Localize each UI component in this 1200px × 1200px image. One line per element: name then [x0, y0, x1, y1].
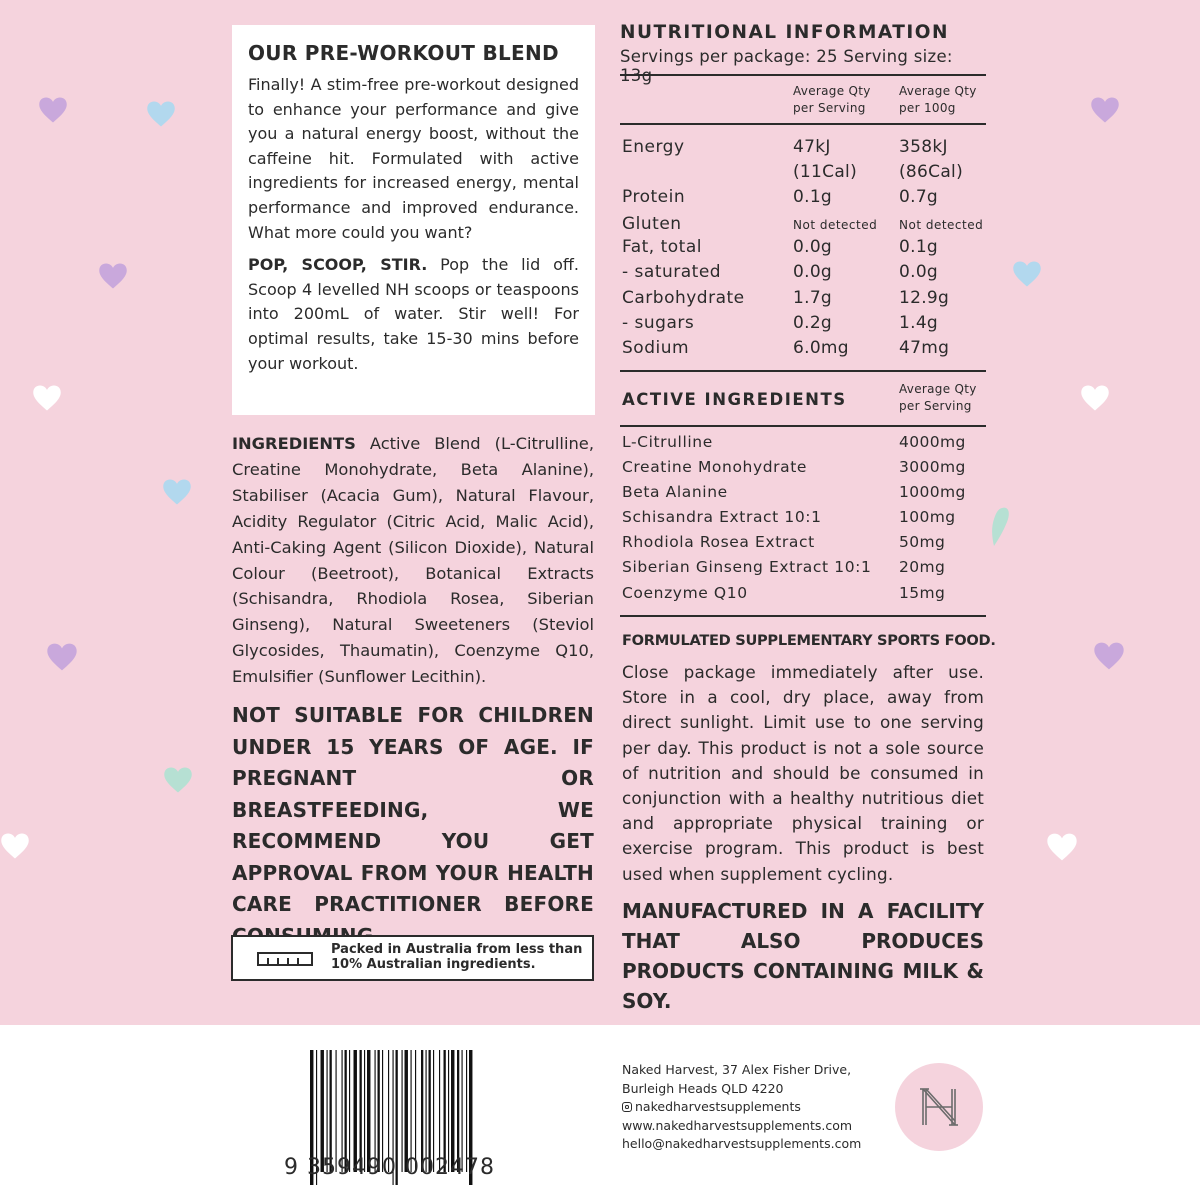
email-link[interactable]: hello@nakedharvestsupplements.com: [622, 1136, 862, 1152]
divider: [620, 615, 986, 617]
per-100g-value: 12.9g: [899, 288, 950, 308]
per-serving-value: 0.1g: [793, 187, 833, 207]
instagram-handle[interactable]: nakedharvestsupplements: [635, 1099, 801, 1115]
divider: [620, 74, 986, 76]
active-ingredient-label: Schisandra Extract 10:1: [622, 508, 822, 526]
naked-harvest-nh-logo-icon: [895, 1063, 983, 1151]
australian-content-bar-icon: [257, 952, 313, 966]
heart-icon: [32, 384, 62, 412]
per-100g-value: 358kJ: [899, 137, 948, 157]
country-of-origin-label: [231, 935, 594, 981]
heart-icon: [162, 478, 192, 506]
per-serving-value: 0.2g: [793, 313, 833, 333]
heart-icon: [38, 96, 68, 124]
per-100g-value: 1.4g: [899, 313, 939, 333]
active-ingredient-value: 4000mg: [899, 433, 966, 451]
active-ingredient-label: Rhodiola Rosea Extract: [622, 533, 815, 551]
nutrient-label: Gluten: [622, 214, 682, 234]
per-100g-value: Not detected: [899, 218, 984, 232]
active-ingredient-label: Siberian Ginseng Extract 10:1: [622, 558, 872, 576]
ingredients-list: [232, 431, 594, 690]
per-100g-value: 47mg: [899, 338, 950, 358]
heart-icon: [1090, 96, 1120, 124]
nutrient-label: Carbohydrate: [622, 288, 745, 308]
per-serving-value: (11Cal): [793, 162, 858, 182]
per-serving-value: 1.7g: [793, 288, 833, 308]
address-line-1: Naked Harvest, 37 Alex Fisher Drive,: [622, 1062, 852, 1077]
blend-paragraph: Finally! A stim-free pre-workout designed to enhance your performance and give you a natural energy boost, without the caffeine hit. Formulated with active ingredients for increased energy, mental performance and improved endurance. What more could you want?: [248, 75, 579, 242]
heart-icon: [0, 832, 30, 860]
divider: [620, 123, 986, 125]
nutrient-label: Fat, total: [622, 237, 702, 257]
heart-icon: [46, 640, 78, 674]
per-serving-header: Average Qty per Serving: [793, 84, 871, 115]
origin-line-2: 10% Australian ingredients.: [331, 957, 536, 972]
address-line-2: Burleigh Heads QLD 4220: [622, 1080, 784, 1096]
divider: [620, 370, 986, 372]
website-link[interactable]: www.nakedharvestsupplements.com: [622, 1117, 853, 1133]
per-serving-value: 6.0mg: [793, 338, 849, 358]
active-ingredient-value: 3000mg: [899, 458, 966, 476]
servings-info: Servings per package: 25 Serving size:: [620, 47, 953, 66]
heart-icon: [1080, 384, 1110, 412]
active-per-serving-header: Average Qty per Serving: [899, 382, 977, 413]
nutrient-label: Sodium: [622, 338, 690, 358]
heart-icon: [1012, 260, 1042, 288]
nutrient-label: - sugars: [622, 313, 695, 333]
origin-line-1: Packed in Australia from less than: [331, 942, 583, 957]
heart-icon: [163, 766, 193, 794]
active-ingredient-value: 50mg: [899, 533, 946, 551]
directions-heading: POP, SCOOP, STIR.: [248, 255, 428, 275]
per-serving-value: Not detected: [793, 218, 878, 232]
blend-title: OUR PRE-WORKOUT BLEND: [248, 41, 559, 65]
per-100g-header: Average Qty per 100g: [899, 84, 977, 115]
pre-workout-blend-panel: [232, 25, 595, 415]
heart-icon: [146, 100, 176, 128]
divider: [620, 425, 986, 427]
heart-icon: [1046, 832, 1078, 862]
instagram-line: [622, 1098, 861, 1117]
blend-description: [248, 73, 579, 376]
nutrition-title: NUTRITIONAL INFORMATION: [620, 22, 949, 43]
barcode-number: 9 359490 002478: [284, 1155, 495, 1180]
per-serving-value: 0.0g: [793, 237, 833, 257]
per-100g-value: 0.1g: [899, 237, 939, 257]
per-serving-value: 47kJ: [793, 137, 831, 157]
footer-panel: [0, 1025, 1200, 1200]
company-address: [622, 1061, 861, 1154]
per-100g-value: (86Cal): [899, 162, 964, 182]
ingredients-text: Active Blend (L-Citrulline, Creatine Monohydrate, Beta Alanine), Stabiliser (Acacia Gum), Natural Flavour, Acidity Regulator (Citric Acid, Malic Acid), Anti-Caking Agent (Silicon Dioxide), Natural Colour (Beetroot), Botanical Extracts (Schisandra, Rhodiola Rosea, Siberian Ginseng), Natural Sweeteners (Steviol Glycosides, Thaumatin), Coenzyme Q10, Emulsifier (Sunflower Lecithin).: [232, 434, 594, 687]
heart-icon: [98, 262, 128, 290]
ingredients-heading: INGREDIENTS: [232, 434, 356, 453]
active-ingredient-label: Coenzyme Q10: [622, 584, 748, 602]
active-ingredients-title: ACTIVE INGREDIENTS: [622, 390, 847, 409]
nutrient-label: Protein: [622, 187, 686, 207]
allergen-statement: MANUFACTURED IN A FACILITY THAT ALSO PRODUCES PRODUCTS CONTAINING MILK & SOY.: [622, 899, 984, 1013]
directions-paragraph: [248, 253, 579, 376]
active-ingredient-value: 1000mg: [899, 483, 966, 501]
instagram-icon: [622, 1102, 632, 1112]
active-ingredient-label: Beta Alanine: [622, 483, 728, 501]
formulated-statement: FORMULATED SUPPLEMENTARY SPORTS FOOD.: [622, 632, 996, 649]
origin-text: [331, 942, 582, 972]
nutrient-label: Energy: [622, 137, 685, 157]
directions-text: Pop the lid off. Scoop 4 levelled NH scoops or teaspoons into 200mL of water. Stir well! For optimal results, take 15-30 mins before your workout.: [248, 255, 579, 373]
brand-logo: [895, 1063, 983, 1151]
active-ingredient-value: 100mg: [899, 508, 956, 526]
active-ingredient-label: L-Citrulline: [622, 433, 713, 451]
per-100g-value: 0.7g: [899, 187, 939, 207]
active-ingredient-value: 20mg: [899, 558, 946, 576]
per-100g-value: 0.0g: [899, 262, 939, 282]
active-ingredient-value: 15mg: [899, 584, 946, 602]
per-serving-value: 0.0g: [793, 262, 833, 282]
storage-instructions: Close package immediately after use. Store in a cool, dry place, away from direct sunlight. Limit use to one serving per day. This product is not a sole source of nutrition and should be consumed in conjunction with a healthy nutritious diet and appropriate physical training or exercise program. This product is best used when supplement cycling.: [622, 662, 984, 884]
active-ingredient-label: Creatine Monohydrate: [622, 458, 808, 476]
heart-icon: [988, 506, 1012, 548]
nutrient-label: - saturated: [622, 262, 722, 282]
age-warning: NOT SUITABLE FOR CHILDREN UNDER 15 YEARS OF AGE. IF PREGNANT OR BREASTFEEDING, WE RECOMMEND YOU GET APPROVAL FROM YOUR HEALTH CARE PRACTITIONER BEFORE: [232, 703, 594, 916]
heart-icon: [1093, 638, 1125, 674]
